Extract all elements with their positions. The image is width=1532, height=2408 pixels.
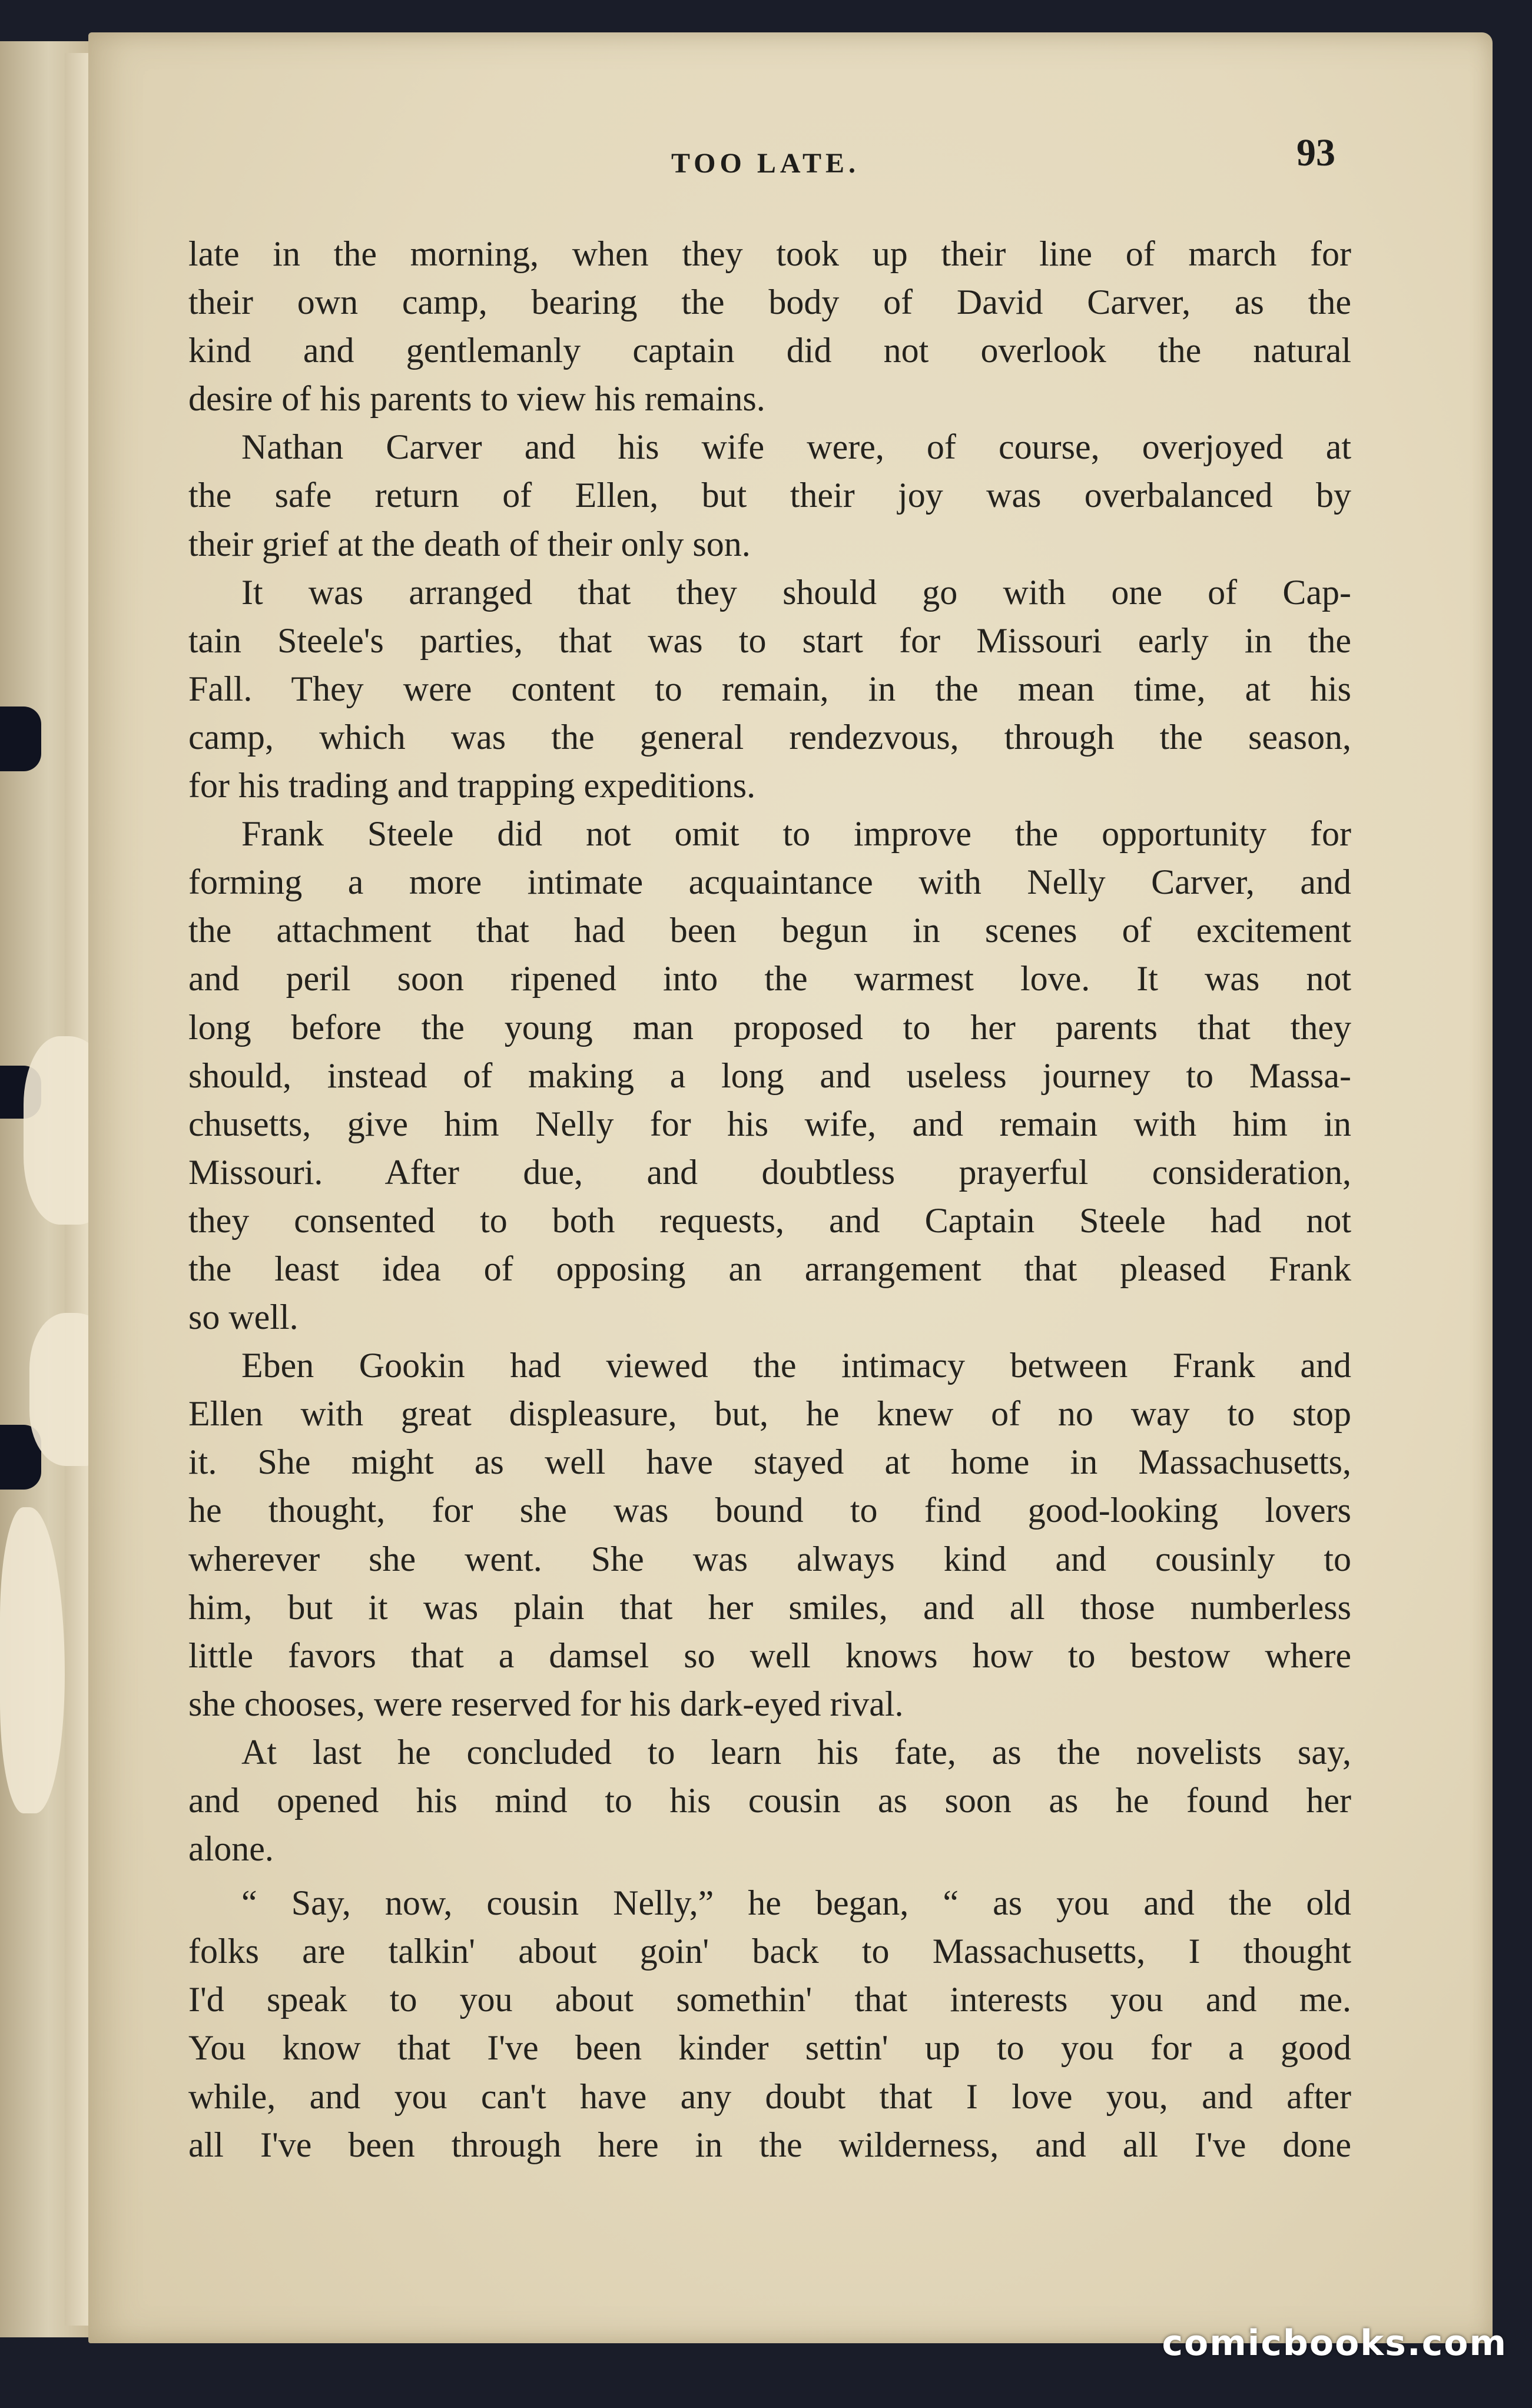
- text-line: alone.: [188, 1829, 274, 1869]
- text-line: and peril soon ripened into the warmest love. It was not: [188, 959, 1351, 999]
- site-watermark: comicbooks.com: [1162, 2323, 1507, 2364]
- text-line: I'd speak to you about somethin' that interests you and me.: [188, 1980, 1351, 2019]
- text-line: little favors that a damsel so well knows how to bestow where: [188, 1636, 1351, 1675]
- text-line: all I've been through here in the wilderness, and all I've done: [188, 2125, 1351, 2164]
- text-line: Eben Gookin had viewed the intimacy between Frank and: [241, 1346, 1351, 1385]
- text-line: it. She might as well have stayed at home in Massachusetts,: [188, 1442, 1351, 1482]
- text-line: the safe return of Ellen, but their joy was overbalanced by: [188, 476, 1351, 515]
- running-head: TOO LATE.: [671, 148, 860, 179]
- text-line: they consented to both requests, and Captain Steele had not: [188, 1200, 1351, 1240]
- text-line: forming a more intimate acquaintance with Nelly Carver, and: [188, 863, 1351, 902]
- text-line: their grief at the death of their only son.: [188, 524, 751, 563]
- text-line: while, and you can't have any doubt that I love you, and after: [188, 2077, 1351, 2116]
- text-line: she chooses, were reserved for his dark-eyed rival.: [188, 1684, 904, 1723]
- text-line: kind and gentlemanly captain did not overlook the natural: [188, 331, 1351, 370]
- text-line: folks are talkin' about goin' back to Massachusetts, I thought: [188, 1932, 1351, 1971]
- text-line: their own camp, bearing the body of David Carver, as the: [188, 283, 1351, 322]
- text-line: long before the young man proposed to her parents that they: [188, 1007, 1351, 1047]
- text-line: the least idea of opposing an arrangement that pleased Frank: [188, 1249, 1351, 1288]
- text-line: Frank Steele did not omit to improve the opportunity for: [241, 814, 1351, 854]
- text-line: the attachment that had been begun in scenes of excitement: [188, 911, 1351, 950]
- text-line: he thought, for she was bound to find good-looking lovers: [188, 1491, 1351, 1530]
- text-line: It was arranged that they should go with one of Cap-: [241, 572, 1351, 612]
- text-line: desire of his parents to view his remains.: [188, 379, 765, 419]
- text-line: Fall. They were content to remain, in the mean time, at his: [188, 669, 1351, 708]
- text-line: wherever she went. She was always kind and cousinly to: [188, 1539, 1351, 1578]
- text-line: You know that I've been kinder settin' up to you for a good: [188, 2028, 1351, 2068]
- text-line: him, but it was plain that her smiles, and all those numberless: [188, 1587, 1351, 1627]
- text-line: “ Say, now, cousin Nelly,” he began, “ as you and the old: [241, 1883, 1351, 1923]
- text-line: Ellen with great displeasure, but, he knew of no way to stop: [188, 1394, 1351, 1434]
- text-line: late in the morning, when they took up their line of march for: [188, 234, 1351, 273]
- text-line: camp, which was the general rendezvous, through the season,: [188, 717, 1351, 757]
- text-line: At last he concluded to learn his fate, as the novelists say,: [241, 1732, 1351, 1772]
- binding-hole: [0, 707, 41, 771]
- page-number: 93: [1296, 131, 1335, 174]
- text-line: Nathan Carver and his wife were, of course, overjoyed at: [241, 427, 1351, 467]
- page-body-text: [188, 230, 1351, 2169]
- text-line: Missouri. After due, and doubtless prayerful consideration,: [188, 1152, 1351, 1192]
- text-line: so well.: [188, 1298, 299, 1337]
- text-line: for his trading and trapping expeditions.: [188, 766, 756, 805]
- text-line: tain Steele's parties, that was to start for Missouri early in the: [188, 621, 1351, 660]
- text-line: and opened his mind to his cousin as soon as he found her: [188, 1781, 1351, 1820]
- text-line: should, instead of making a long and useless journey to Massa-: [188, 1056, 1351, 1095]
- text-line: chusetts, give him Nelly for his wife, and remain with him in: [188, 1104, 1351, 1143]
